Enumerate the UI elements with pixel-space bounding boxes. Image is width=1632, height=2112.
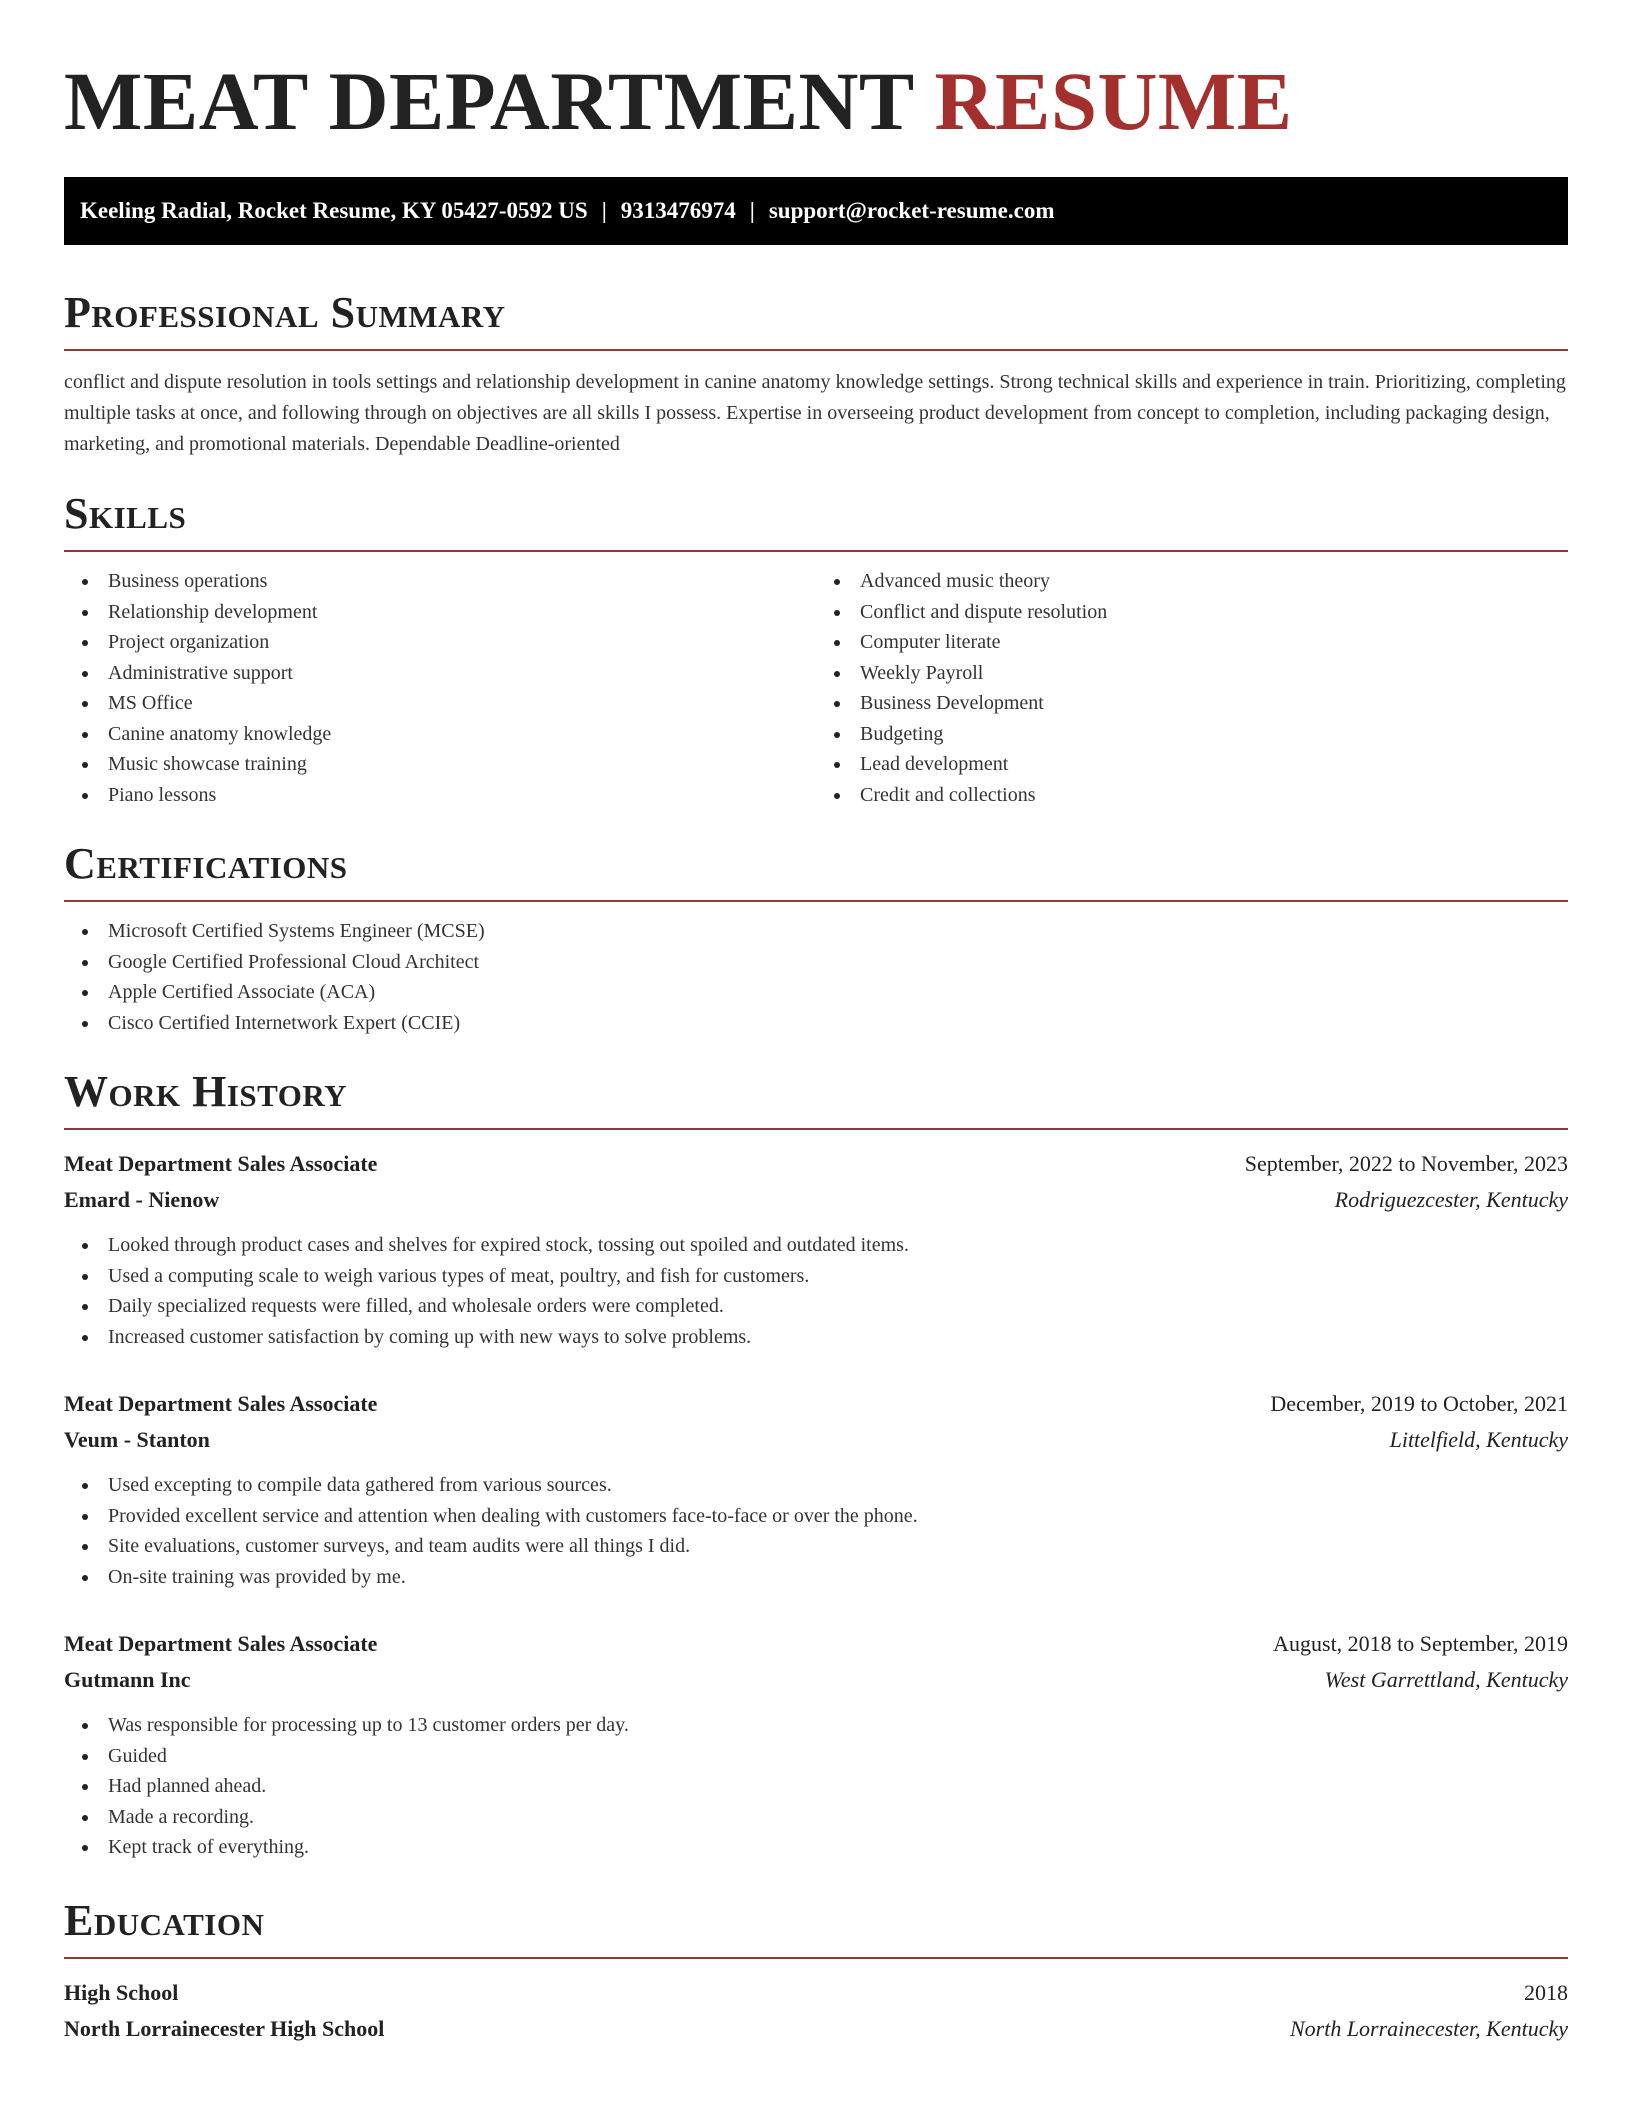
job-duty: Daily specialized requests were filled, and wholesale orders were completed. [64, 1291, 1568, 1322]
job-company-row [64, 1662, 1568, 1698]
skills-section [64, 489, 1568, 810]
job-duty: Kept track of everything. [64, 1832, 1568, 1863]
contact-email: support@rocket-resume.com [768, 198, 1055, 223]
title-accent: RESUME [934, 55, 1293, 147]
resume-title [64, 0, 1568, 147]
job-header-row [64, 1146, 1568, 1182]
skill-item: Advanced music theory [816, 566, 1568, 597]
certifications-heading: Certifications [64, 842, 1568, 902]
certification-item: Cisco Certified Internetwork Expert (CCIE) [64, 1008, 1568, 1039]
skill-item: Computer literate [816, 627, 1568, 658]
work-history-section [64, 1067, 1568, 1863]
education-school-row [64, 2011, 1568, 2047]
job-duty: Increased customer satisfaction by coming up with new ways to solve problems. [64, 1322, 1568, 1353]
job-company: Emard - Nienow [64, 1187, 220, 1212]
certification-item: Apple Certified Associate (ACA) [64, 977, 1568, 1008]
job-duties-list [64, 1470, 1568, 1592]
job-location: Rodriguezcester, Kentucky [1334, 1187, 1568, 1212]
job-entry [64, 1146, 1568, 1352]
job-location: West Garrettland, Kentucky [1324, 1667, 1568, 1692]
job-dates: December, 2019 to October, 2021 [1270, 1391, 1568, 1416]
job-header-row [64, 1626, 1568, 1662]
education-school: North Lorrainecester High School [64, 2015, 385, 2041]
skills-list-left [64, 566, 816, 810]
job-location: Littelfield, Kentucky [1389, 1427, 1568, 1452]
skill-item: Conflict and dispute resolution [816, 597, 1568, 628]
certification-item: Google Certified Professional Cloud Architect [64, 947, 1568, 978]
skill-item: Administrative support [64, 658, 816, 689]
job-title: Meat Department Sales Associate [64, 1391, 378, 1416]
job-entry [64, 1386, 1568, 1592]
job-duties-list [64, 1710, 1568, 1863]
contact-address: Keeling Radial, Rocket Resume, KY 05427-0592 US [80, 198, 588, 223]
certification-item: Microsoft Certified Systems Engineer (MCSE) [64, 916, 1568, 947]
skill-item: Piano lessons [64, 780, 816, 811]
job-title: Meat Department Sales Associate [64, 1151, 378, 1176]
contact-separator: | [749, 198, 755, 223]
job-duty: Was responsible for processing up to 13 customer orders per day. [64, 1710, 1568, 1741]
skills-list-right [816, 566, 1568, 810]
education-section [64, 1895, 1568, 2047]
skill-item: Budgeting [816, 719, 1568, 750]
skills-columns [64, 566, 1568, 810]
certifications-section [64, 839, 1568, 1038]
certifications-list [64, 916, 1568, 1038]
job-company-row [64, 1422, 1568, 1458]
skill-item: Weekly Payroll [816, 658, 1568, 689]
job-duties-list [64, 1230, 1568, 1352]
skill-item: Canine anatomy knowledge [64, 719, 816, 750]
education-location: North Lorrainecester, Kentucky [1289, 2015, 1568, 2041]
skill-item: Credit and collections [816, 780, 1568, 811]
job-company: Veum - Stanton [64, 1427, 210, 1452]
job-duty: Site evaluations, customer surveys, and team audits were all things I did. [64, 1531, 1568, 1562]
skill-item: Music showcase training [64, 749, 816, 780]
education-entry [64, 1975, 1568, 2047]
job-entry [64, 1626, 1568, 1863]
job-duty: Guided [64, 1741, 1568, 1772]
job-dates: September, 2022 to November, 2023 [1244, 1151, 1568, 1176]
education-degree: High School [64, 1979, 179, 2005]
contact-phone: 9313476974 [620, 198, 736, 223]
job-header-row [64, 1386, 1568, 1422]
contact-separator: | [601, 198, 607, 223]
summary-text: conflict and dispute resolution in tools settings and relationship development in canine anatomy knowledge settings. Strong technical skills and experience in train. Prioritizing, completing multiple tasks at once, and following through on objectives are all skills I possess. Expertise in overseeing product development from concept to completion, including packaging design, marketing, and promotional materials. Dependable Deadline-oriented [64, 371, 1566, 455]
job-duty: Made a recording. [64, 1802, 1568, 1833]
job-dates: August, 2018 to September, 2019 [1273, 1631, 1568, 1656]
skills-heading: Skills [64, 492, 1568, 552]
job-title: Meat Department Sales Associate [64, 1631, 378, 1656]
title-main: MEAT DEPARTMENT [64, 55, 914, 147]
summary-heading: Professional Summary [64, 291, 1568, 351]
job-company: Gutmann Inc [64, 1667, 191, 1692]
education-year: 2018 [1524, 1979, 1568, 2005]
job-company-row [64, 1182, 1568, 1218]
education-header-row [64, 1975, 1568, 2011]
education-heading: Education [64, 1899, 1568, 1959]
skill-item: MS Office [64, 688, 816, 719]
skill-item: Business operations [64, 566, 816, 597]
skill-item: Lead development [816, 749, 1568, 780]
contact-bar [64, 177, 1568, 245]
summary-section [64, 288, 1568, 460]
job-duty: On-site training was provided by me. [64, 1562, 1568, 1593]
skill-item: Business Development [816, 688, 1568, 719]
skill-item: Project organization [64, 627, 816, 658]
work-history-heading: Work History [64, 1070, 1568, 1130]
job-duty: Used excepting to compile data gathered from various sources. [64, 1470, 1568, 1501]
job-duty: Provided excellent service and attention when dealing with customers face-to-face or over the phone. [64, 1501, 1568, 1532]
job-duty: Used a computing scale to weigh various types of meat, poultry, and fish for customers. [64, 1261, 1568, 1292]
job-duty: Looked through product cases and shelves for expired stock, tossing out spoiled and outdated items. [64, 1230, 1568, 1261]
skill-item: Relationship development [64, 597, 816, 628]
job-duty: Had planned ahead. [64, 1771, 1568, 1802]
